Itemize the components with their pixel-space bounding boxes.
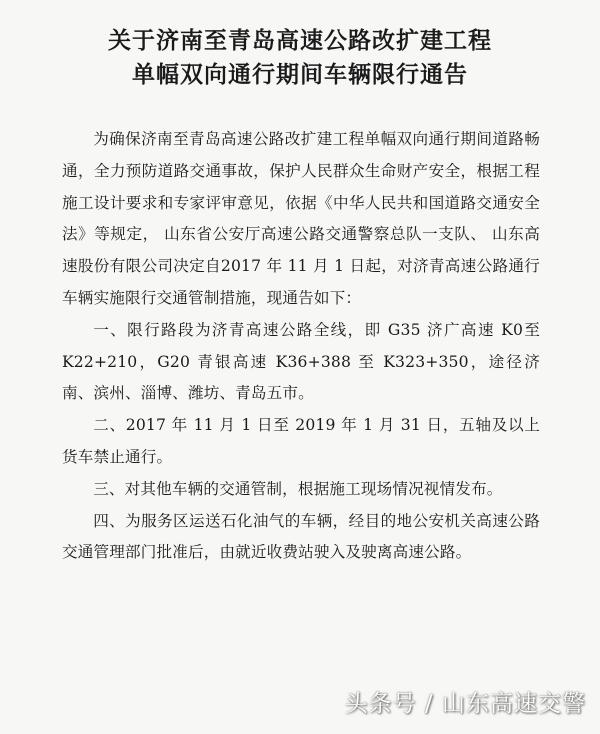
notice-title-line-1: 关于济南至青岛高速公路改扩建工程 [108,27,492,54]
item-1-paragraph: 一、限行路段为济青高速公路全线，即 G35 济广高速 K0至 K22+210，G20 青银高速 K36+388 至 K323+350，途径济南、滨州、淄博、潍坊、青岛五市。 [62,320,540,403]
notice-title-line-2: 单幅双向通行期间车辆限行通告 [132,61,468,88]
watermark: 头条号 / 山东高速交警 [344,691,586,717]
item-2-paragraph: 二、2017 年 11 月 1 日至 2019 年 1 月 31 日，五轴及以上货车禁止通行。 [62,416,540,466]
notice-body [62,124,540,569]
item-3-paragraph: 三、对其他车辆的交通管制，根据施工现场情况视情发布。 [93,479,503,498]
intro-paragraph: 为确保济南至青岛高速公路改扩建工程单幅双向通行期间道路畅通，全力预防道路交通事故，保护人民群众生命财产安全，根据工程施工设计要求和专家评审意见，依据《中华人民共和国道路交通安全法》等规定， 山东省公安厅高速公路交通警察总队一支队、 山东高速股份有限公司决定自2017 年 11 月 1 日起，对济青高速公路通行车辆实施限行交通管制措施，现通告如下： [62,130,540,307]
item-4-paragraph: 四、为服务区运送石化油气的车辆，经目的地公安机关高速公路交通管理部门批准后，由就近收费站驶入及驶离高速公路。 [62,511,540,562]
